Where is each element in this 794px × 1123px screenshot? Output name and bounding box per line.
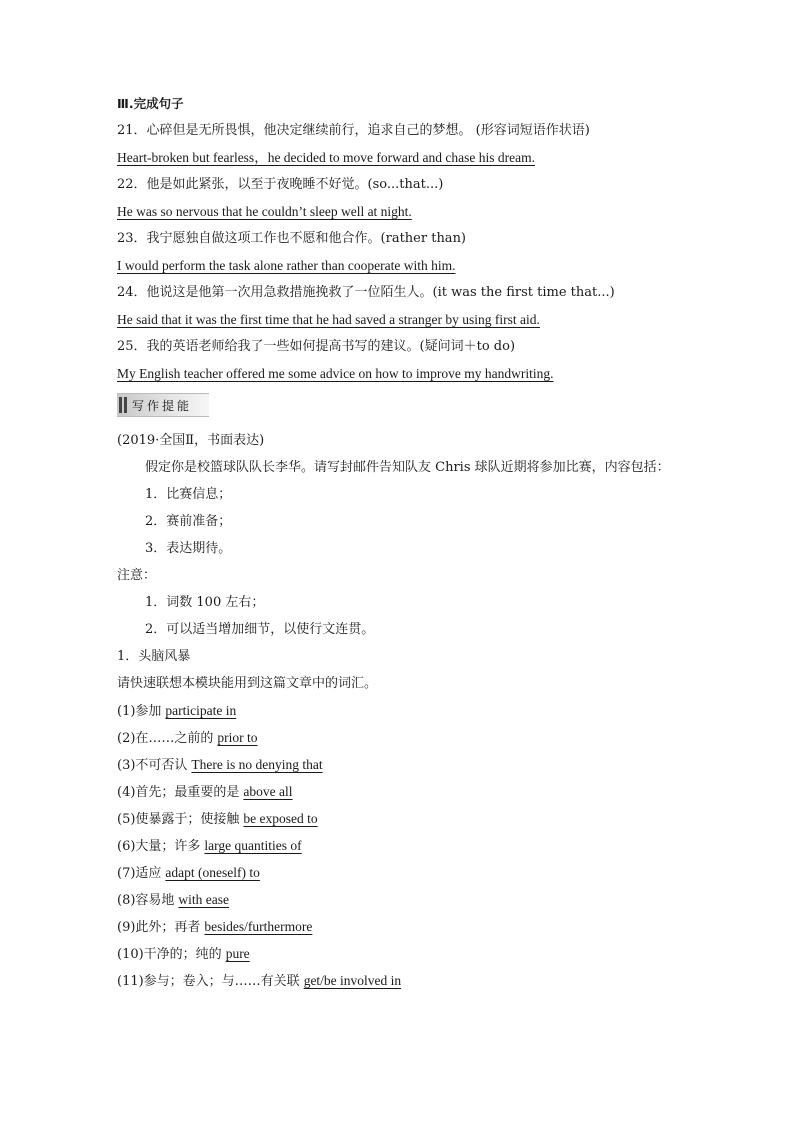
vocab-cn: (3)不可否认 — [117, 758, 188, 773]
vocab-item — [117, 940, 697, 967]
prompt-point-1: 1．比赛信息； — [145, 487, 232, 502]
question-24: 24．他说这是他第一次用急救措施挽救了一位陌生人。(it was the first time that...) — [117, 285, 615, 300]
document-page — [117, 90, 697, 994]
prompt-point-2: 2．赛前准备； — [145, 514, 232, 529]
vocab-en: There is no denying that — [191, 757, 323, 772]
vocab-item — [117, 724, 697, 751]
banner-label: 写作提能 — [132, 398, 193, 413]
vocab-cn: (7)适应 — [117, 866, 162, 881]
answer-21: Heart-broken but fearless，he decided to move forward and chase his dream. — [117, 150, 535, 165]
vocab-cn: (2)在……之前的 — [117, 731, 214, 746]
vocab-cn: (4)首先；最重要的是 — [117, 785, 240, 800]
brainstorm-instruction: 请快速联想本模块能用到这篇文章中的词汇。 — [117, 676, 378, 691]
vocab-item — [117, 859, 697, 886]
prompt-point-3: 3．表达期待。 — [145, 541, 232, 556]
vocab-cn: (10)干净的；纯的 — [117, 947, 222, 962]
vocab-en: with ease — [178, 892, 230, 907]
question-21: 21．心碎但是无所畏惧，他决定继续前行，追求自己的梦想。 (形容词短语作状语) — [117, 123, 590, 138]
question-23: 23．我宁愿独自做这项工作也不愿和他合作。(rather than) — [117, 231, 467, 246]
note-1: 1．词数 100 左右； — [145, 595, 265, 610]
question-22: 22．他是如此紧张，以至于夜晚睡不好觉。(so...that...) — [117, 177, 444, 192]
writing-prompt: 假定你是校篮球队队长李华。请写封邮件告知队友 Chris 球队近期将参加比赛，内容包括： — [145, 460, 670, 475]
vocab-cn: (6)大量；许多 — [117, 839, 201, 854]
vocab-en: participate in — [165, 703, 237, 718]
vocab-item — [117, 967, 697, 994]
answer-23: I would perform the task alone rather than cooperate with him. — [117, 258, 456, 273]
answer-24: He said that it was the first time that he had saved a stranger by using first aid. — [117, 312, 540, 327]
note-label: 注意： — [117, 568, 157, 583]
vocab-en: get/be involved in — [303, 973, 402, 988]
brainstorm-title: 1．头脑风暴 — [117, 649, 191, 664]
answer-22: He was so nervous that he couldn’t sleep well at night. — [117, 204, 412, 219]
vocab-cn: (11)参与；卷入；与……有关联 — [117, 974, 300, 989]
vocab-cn: (9)此外；再者 — [117, 920, 201, 935]
banner-bars-icon — [119, 397, 127, 413]
vocab-cn: (5)使暴露于；使接触 — [117, 812, 240, 827]
vocab-cn: (8)容易地 — [117, 893, 175, 908]
vocab-item — [117, 886, 697, 913]
vocab-item — [117, 805, 697, 832]
vocab-item — [117, 778, 697, 805]
question-25: 25．我的英语老师给我了一些如何提高书写的建议。(疑问词＋to do) — [117, 339, 516, 354]
vocab-item — [117, 832, 697, 859]
vocab-en: pure — [225, 946, 250, 961]
vocab-en: above all — [243, 784, 293, 799]
section-heading: Ⅲ.完成句子 — [117, 96, 184, 111]
writing-banner — [117, 393, 209, 417]
note-2: 2．可以适当增加细节，以使行文连贯。 — [145, 622, 375, 637]
writing-source: (2019·全国Ⅱ，书面表达) — [117, 433, 265, 448]
vocab-en: besides/furthermore — [204, 919, 313, 934]
vocab-item — [117, 751, 697, 778]
vocab-item — [117, 913, 697, 940]
vocab-en: adapt (oneself) to — [165, 865, 260, 880]
vocab-cn: (1)参加 — [117, 704, 162, 719]
answer-25: My English teacher offered me some advice on how to improve my handwriting. — [117, 366, 554, 381]
vocab-en: be exposed to — [243, 811, 318, 826]
vocab-item — [117, 697, 697, 724]
vocab-en: prior to — [217, 730, 258, 745]
vocab-en: large quantities of — [204, 838, 302, 853]
